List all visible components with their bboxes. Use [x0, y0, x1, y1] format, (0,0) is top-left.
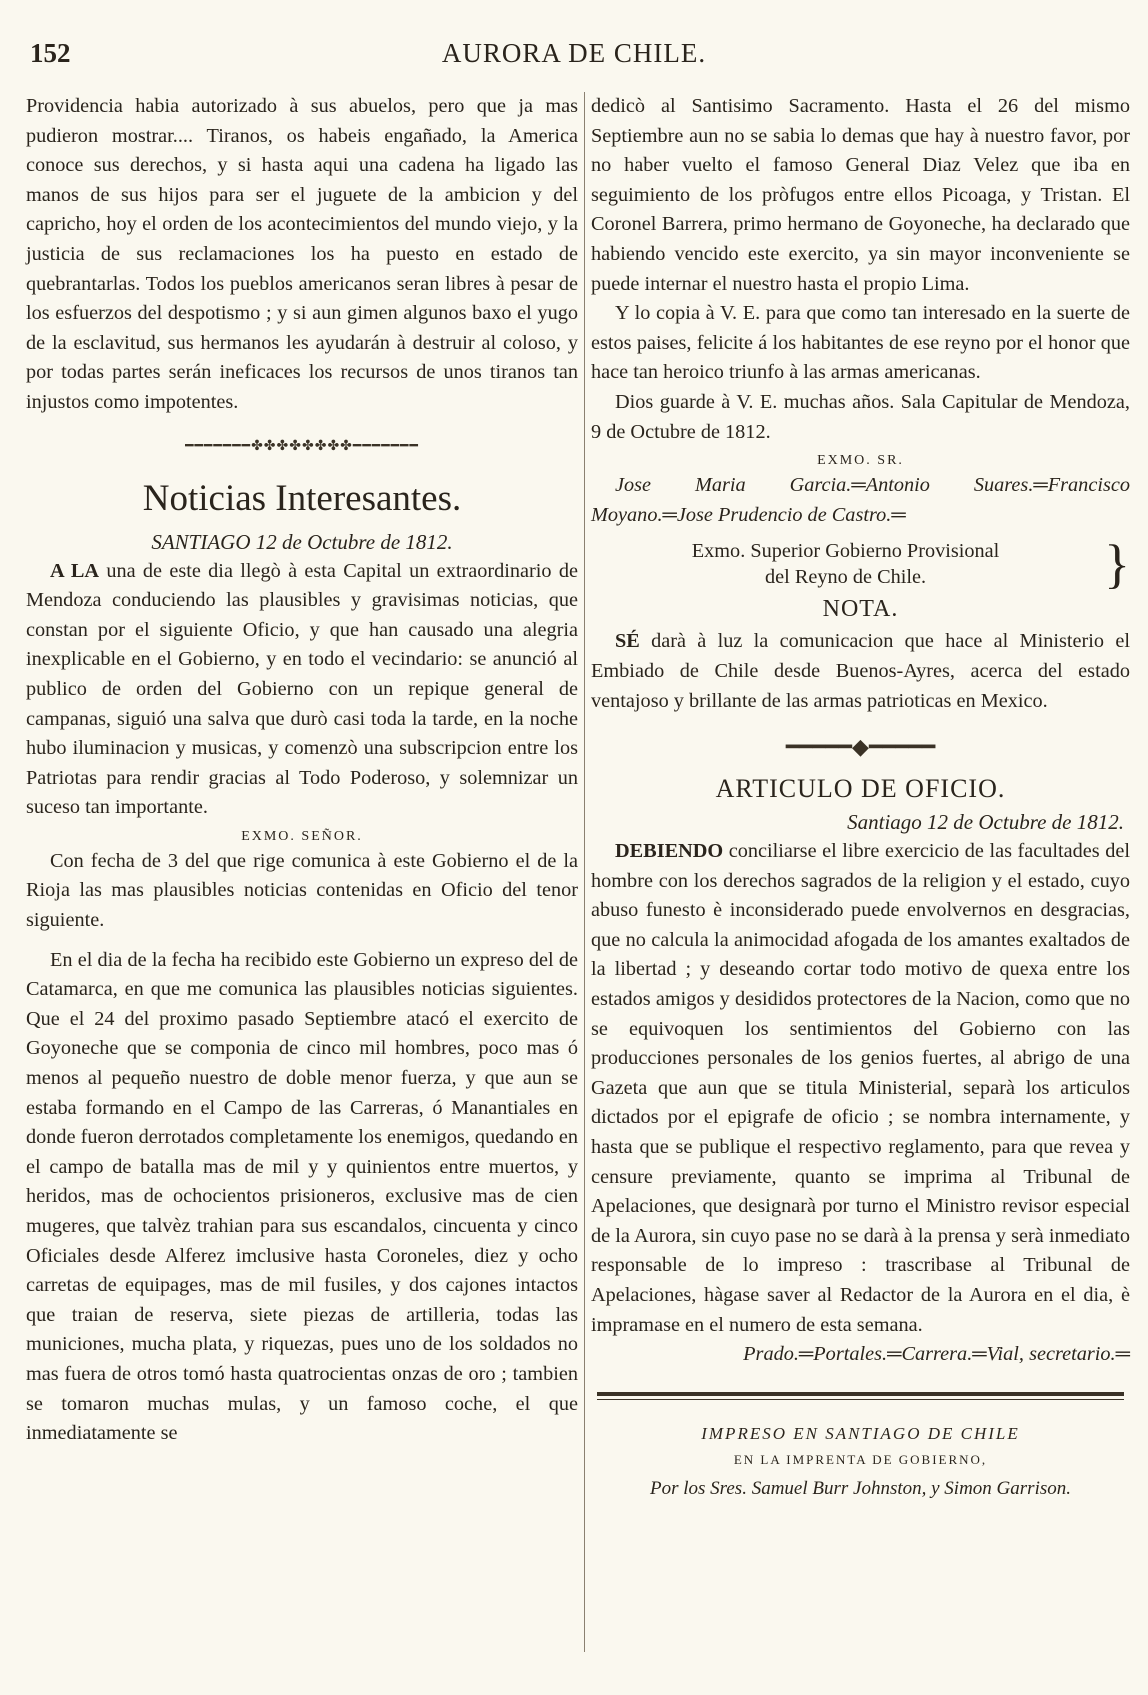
recipient-block	[591, 534, 1130, 595]
section-title: Noticias Interesantes.	[142, 477, 462, 519]
imprint-line-1: IMPRESO EN SANTIAGO DE CHILE	[701, 1423, 1020, 1443]
copy-paragraph: Y lo copia à V. E. para que como tan interesado en la suerte de estos paises, felicite á los habitantes de ese reyno por el honor que hace tan heroico triunfo à las armas americanas.	[591, 302, 1130, 384]
nota-paragraph: SÉ darà à luz la comunicacion que hace al Ministerio el Embiado de Chile desde Buenos-Ayres, acerca del estado ventajoso y brillante de las armas patrioticas en Mexico.	[591, 630, 1130, 712]
news-paragraph-1: A LA una de este dia llegò à esta Capital un extraordinario de Mendoza conduciendo las plausibles y gravisimas noticias, que constan por el siguiente Oficio, y que han causado una alegria inexplicable en el Gobierno, y en todo el vecindario: se anunció al publico de orden del Gobierno con un repique general de campanas, siguió una salva que durò casi toda la tarde, en la noche hubo iluminacion y musicas, y comenzò una subscripcion entre los Patriotas para rendir gracias al Todo Poderoso, y solemnizar un suceso tan importante.	[26, 559, 579, 819]
nota-title: NOTA.	[822, 596, 899, 623]
intro-paragraph: Providencia habia autorizado à sus abuelos, pero que ja mas pudieron mostrar.... Tiranos, os habeis engañado, la America conoce sus derechos, y si hasta aqui una cadena ha ligado las manos de sus hijos para ser el juguete de la ambicion y del capricho, hoy el orden de los acontecimientos del mundo viejo, y la justicia de sus reclamaciones los ha puesto en estado de quebrantarlas. Todos los pueblos americanos seran libres à pesar de los esfuerzos del despotismo ; y si aun gimen algunos baxo el yugo de la esclavitud, sus hermanos les ayudarán à destruir al coloso, y por todas partes serán ineficaces los recursos de unos tiranos tan injustos como impotentes.	[26, 95, 578, 413]
ornament-divider-2: ━━━━━◆━━━━━	[785, 734, 936, 760]
nota-lead: SÉ	[615, 630, 640, 653]
signatures: Jose Maria Garcia.═Antonio Suares.═Francisco Moyano.═Jose Prudencio de Castro.═	[591, 474, 1130, 526]
articulo-signatures: Prado.═Portales.═Carrera.═Vial, secretario.═	[743, 1343, 1130, 1366]
continued-paragraph: dedicò al Santisimo Sacramento. Hasta el 26 del mismo Septiembre aun no se sabia lo demas que hay à nuestro favor, por no haber vuelto el famoso General Diaz Velez que iba en seguimiento de los pròfugos entre ellos Picoaga, y Tristan. El Coronel Barrera, primo hermano de Goyoneche, ha declarado que habiendo vencido este exercito, ya sin mayor inconveniente se puede internar el nuestro hasta el propio Lima.	[591, 95, 1130, 295]
running-title: AURORA DE CHILE.	[441, 38, 707, 68]
dateline: SANTIAGO 12 de Octubre de 1812.	[151, 529, 453, 554]
column-divider	[584, 92, 585, 1652]
salutation: EXMO. SEÑOR.	[241, 828, 363, 844]
news-paragraph-3: En el dia de la fecha ha recibido este Gobierno un expreso del de Catamarca, en que me comunica las plausibles noticias siguientes. Que el 24 del proximo pasado Septiembre atacó el exercito de Goyoneche que se componia de cinco mil hombres, poco mas ó menos al pequeño nuestro de doble menor fuerza, y que aun se estaba formando en el Campo de las Carreras, ó Manantiales en donde fueron derrotados completamente los enemigos, quedando en el campo de batalla mas de mil y y quinientos entre muertos, y heridos, mas de ochocientos prisioneros, exclusive mas de cien mugeres, que talvèz trahian para sus escandalos, cincuenta y cinco Oficiales desde Alferez imclusive hasta Coroneles, diez y ocho carretas de equipages, mas de mil fusiles, y dos cajones intactos que traian de reserva, siete piezas de artilleria, todas las municiones, mucha plata, y riquezas, pues uno de los soldados no mas fuera de otros tomó hasta quatrocientas onzas de oro ; tambien se tomaron muchas mulas, y un famoso coche, el que inmediatamente se	[26, 948, 578, 1445]
brace-glyph: }	[1104, 534, 1130, 595]
left-column	[26, 92, 578, 1449]
right-column	[591, 92, 1130, 1500]
recipient-line-2: del Reyno de Chile.	[764, 566, 927, 589]
ornament-divider: ━━━━━━━✤✤✤✤✤✤✤✤━━━━━━━	[185, 438, 419, 454]
closing-paragraph: Dios guarde à V. E. muchas años. Sala Capitular de Mendoza, 9 de Octubre de 1812.	[591, 390, 1130, 443]
recipient-line-1: Exmo. Superior Gobierno Provisional	[691, 540, 1000, 563]
page-header	[0, 38, 1148, 78]
thin-rule	[597, 1399, 1124, 1400]
articulo-paragraph: DEBIENDO conciliarse el libre exercicio de las facultades del hombre con los derechos sagrados de la religion y el estado, cuyo abuso funesto è inconsiderado puede envolvernos en desgracias, que no calcula la animocidad afogada de los amantes exaltados de la libertad ; y deseando cortar todo motivo de quexa entre los estados amigos y desididos protectores de la Nacion, como que no se equivoquen los sentimientos del Gobierno con las producciones personales de los genios fuertes, al abrigo de una Gazeta que aun que se titula Ministerial, separà los articulos dictados por el epigrafe de oficio ; se nombra internamente, y hasta que se publique el respectivo reglamento, para que revea y censure previamente, quanto se imprima al Tribunal de Apelaciones, que designarà por turno el Ministro revisor especial de la Aurora, sin cuyo pase no se darà à la prensa y serà inmediato responsable de lo impreso : trascribase al Tribunal de Apelaciones, hàgase saver al Redactor de la Aurora en el dia, è impramase en el numero de esta semana.	[591, 840, 1130, 1336]
page-number: 152	[30, 38, 71, 68]
imprint-line-2: EN LA IMPRENTA DE GOBIERNO,	[733, 1451, 988, 1467]
articulo-dateline: Santiago 12 de Octubre de 1812.	[847, 810, 1124, 835]
articulo-lead: DEBIENDO	[615, 840, 724, 863]
imprint-line-3: Por los Sres. Samuel Burr Johnston, y Simon Garrison.	[650, 1477, 1071, 1499]
thick-rule	[597, 1392, 1124, 1396]
lead-words: A LA	[50, 559, 100, 582]
salutation-right: EXMO. SR.	[817, 453, 904, 469]
news-paragraph-2: Con fecha de 3 del que rige comunica à este Gobierno el de la Rioja las mas plausibles noticias contenidas en Oficio del tenor siguiente.	[26, 849, 578, 932]
articulo-title: ARTICULO DE OFICIO.	[715, 774, 1006, 804]
